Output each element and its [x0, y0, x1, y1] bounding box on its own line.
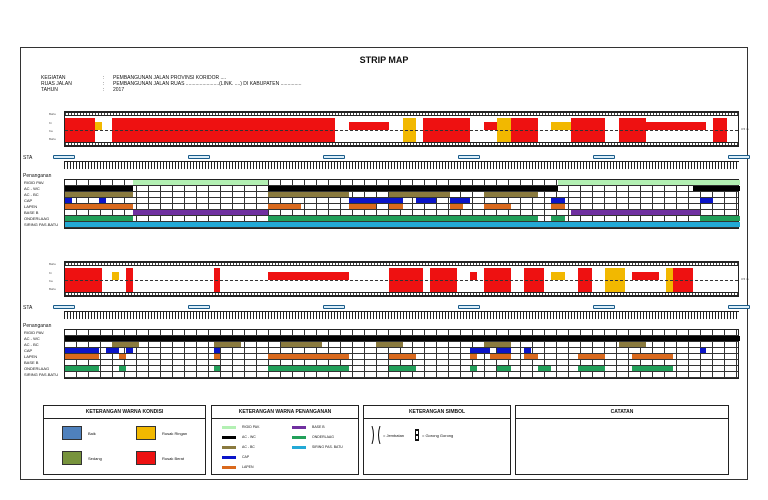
- penanganan-label: Penanganan: [23, 173, 52, 179]
- treatment-segment: [268, 216, 538, 221]
- swatch-sedang: [62, 451, 82, 465]
- legend-catatan-title: CATATAN: [516, 406, 728, 419]
- treatment-segment: [349, 204, 376, 209]
- penanganan-row: [24, 372, 738, 378]
- panel-2-plan-strip: [64, 261, 739, 297]
- treatment-segment: [65, 222, 740, 227]
- treatment-segment: [551, 198, 565, 203]
- lane-label: Bahu: [49, 287, 57, 291]
- shoulder-hatch-top: [65, 112, 738, 116]
- penanganan-row-label: AC - WC: [24, 336, 40, 341]
- lane-label: Bahu: [49, 137, 57, 141]
- penanganan-swatch-label: RIGID PAV.: [242, 425, 260, 429]
- treatment-segment: [119, 354, 126, 359]
- penanganan-swatch: [292, 446, 306, 449]
- treatment-segment: [571, 210, 699, 215]
- treatment-segment: [268, 186, 558, 191]
- legend-simbol: [363, 405, 511, 475]
- treatment-segment: [268, 192, 349, 197]
- treatment-segment: [538, 366, 552, 371]
- damage-segment: [484, 122, 498, 130]
- treatment-segment: [214, 354, 221, 359]
- lane-label: Ka: [49, 279, 53, 283]
- treatment-segment: [484, 204, 511, 209]
- width-label: 3.5 m: [741, 127, 749, 131]
- treatment-segment: [450, 204, 464, 209]
- panel-1-plan-strip: [64, 111, 739, 147]
- treatment-segment: [119, 366, 126, 371]
- treatment-segment: [126, 348, 133, 353]
- treatment-segment: [416, 198, 436, 203]
- treatment-segment: [376, 342, 403, 347]
- penanganan-row-label: CAP: [24, 198, 33, 203]
- bridge-symbol-icon: [370, 426, 382, 444]
- penanganan-swatch-label: SIRING PAS. BATU: [312, 445, 343, 449]
- culvert-symbol-icon: [414, 429, 420, 441]
- treatment-segment: [700, 348, 707, 353]
- penanganan-swatch-label: ONDERLAAG: [312, 435, 334, 439]
- penanganan-row: [24, 222, 738, 228]
- width-label: 3.5 m: [741, 277, 749, 281]
- panel-2-penanganan-grid: [24, 329, 739, 379]
- penanganan-swatch-label: CAP: [242, 455, 250, 459]
- treatment-segment: [65, 354, 99, 359]
- road-centerline: [65, 280, 738, 281]
- treatment-segment: [106, 348, 120, 353]
- treatment-segment: [497, 366, 511, 371]
- treatment-segment: [268, 354, 349, 359]
- project-info: [41, 75, 301, 93]
- sta-marker: [323, 155, 345, 159]
- treatment-segment: [693, 186, 740, 191]
- legend-catatan: [515, 405, 729, 475]
- sta-marker: [593, 305, 615, 309]
- penanganan-row-label: BASE B: [24, 360, 39, 365]
- treatment-segment: [133, 180, 268, 185]
- treatment-segment: [65, 198, 72, 203]
- swatch-baik: [62, 426, 82, 440]
- lane-label: Ka: [49, 129, 53, 133]
- treatment-segment: [214, 366, 221, 371]
- penanganan-row-label: RIGID PAV.: [24, 330, 45, 335]
- shoulder-hatch-bottom: [65, 292, 738, 296]
- penanganan-row-label: AC - BC: [24, 192, 39, 197]
- treatment-segment: [470, 366, 477, 371]
- treatment-segment: [497, 348, 511, 353]
- strip-map-sheet: [20, 47, 748, 480]
- treatment-segment: [470, 354, 477, 359]
- shoulder-hatch-top: [65, 262, 738, 266]
- penanganan-row-label: SIRING PAS.BATU: [24, 222, 59, 227]
- info-row-kegiatan: KEGIATAN : PEMBANGUNAN JALAN PROVINSI KORIDOR ....: [41, 75, 227, 81]
- sta-marker: [728, 305, 750, 309]
- penanganan-row-label: CAP: [24, 348, 33, 353]
- legend-kondisi: [43, 405, 206, 475]
- sta-marker: [593, 155, 615, 159]
- sta-axis: [64, 311, 739, 319]
- legend-penanganan-title: KETERANGAN WARNA PENANGANAN: [212, 406, 358, 419]
- penanganan-label: Penanganan: [23, 323, 52, 329]
- page-title: STRIP MAP: [359, 55, 409, 65]
- treatment-segment: [619, 342, 646, 347]
- info-row-ruas: RUAS JALAN : PEMBANGUNAN JALAN RUAS ........................(LINK. ....) DI KABUPATEN ...............: [41, 81, 302, 87]
- damage-segment: [551, 272, 565, 280]
- treatment-segment: [389, 366, 416, 371]
- penanganan-swatch: [222, 426, 236, 429]
- penanganan-row-label: ONDERLAAG: [24, 366, 50, 371]
- lane-label: Bahu: [49, 262, 57, 266]
- legend-kondisi-title: KETERANGAN WARNA KONDISI: [44, 406, 205, 419]
- treatment-segment: [99, 198, 106, 203]
- treatment-segment: [484, 192, 538, 197]
- treatment-segment: [65, 216, 133, 221]
- road-centerline: [65, 130, 738, 131]
- sta-marker: [458, 155, 480, 159]
- lane-label: Bahu: [49, 112, 57, 116]
- treatment-segment: [268, 366, 349, 371]
- sta-label: STA: [23, 155, 33, 161]
- treatment-segment: [524, 348, 531, 353]
- treatment-segment: [700, 198, 714, 203]
- panel-1-penanganan-grid: [24, 179, 739, 229]
- treatment-segment: [133, 210, 268, 215]
- treatment-segment: [65, 204, 133, 209]
- treatment-segment: [281, 342, 322, 347]
- lane-label: Ki: [49, 121, 52, 125]
- penanganan-swatch: [292, 436, 306, 439]
- treatment-segment: [490, 354, 510, 359]
- shoulder-hatch-bottom: [65, 142, 738, 146]
- sta-marker: [728, 155, 750, 159]
- penanganan-swatch: [222, 436, 236, 439]
- treatment-segment: [214, 348, 221, 353]
- treatment-segment: [632, 354, 673, 359]
- label-baik: Baik: [88, 431, 96, 436]
- damage-segment: [470, 272, 477, 280]
- penanganan-row-label: RIGID PAV.: [24, 180, 45, 185]
- legend-penanganan: [211, 405, 359, 475]
- penanganan-swatch-label: AC - BC: [242, 445, 255, 449]
- treatment-segment: [551, 216, 565, 221]
- sta-axis: [64, 161, 739, 169]
- damage-segment: [112, 272, 119, 280]
- info-row-tahun: TAHUN : 2017: [41, 87, 125, 93]
- label-gorong: = Gorong Gorong: [422, 433, 454, 438]
- penanganan-row-label: AC - WC: [24, 186, 40, 191]
- penanganan-row-label: BASE B: [24, 210, 39, 215]
- treatment-segment: [558, 180, 740, 185]
- swatch-berat: [136, 451, 156, 465]
- treatment-segment: [65, 348, 99, 353]
- damage-segment: [349, 122, 390, 130]
- penanganan-row-label: SIRING PAS.BATU: [24, 372, 59, 377]
- penanganan-swatch: [292, 426, 306, 429]
- treatment-segment: [214, 342, 241, 347]
- lane-label: Ki: [49, 271, 52, 275]
- treatment-segment: [389, 192, 450, 197]
- label-sedang: Sedang: [88, 456, 102, 461]
- penanganan-swatch: [222, 466, 236, 469]
- sta-marker: [323, 305, 345, 309]
- treatment-segment: [65, 366, 99, 371]
- sta-marker: [188, 155, 210, 159]
- treatment-segment: [349, 198, 403, 203]
- treatment-segment: [700, 216, 741, 221]
- penanganan-swatch: [222, 456, 236, 459]
- penanganan-swatch-label: LAPEN: [242, 465, 254, 469]
- penanganan-swatch: [222, 446, 236, 449]
- sta-marker: [188, 305, 210, 309]
- label-berat: Rusak Berat: [162, 456, 185, 461]
- sta-marker: [53, 155, 75, 159]
- label-ringan: Rusak Ringan: [162, 431, 188, 436]
- sta-marker: [53, 305, 75, 309]
- treatment-segment: [450, 198, 470, 203]
- damage-segment: [632, 272, 659, 280]
- treatment-segment: [484, 342, 511, 347]
- penanganan-swatch-label: AC - WC: [242, 435, 256, 439]
- sta-marker: [458, 305, 480, 309]
- treatment-segment: [268, 204, 302, 209]
- treatment-segment: [470, 348, 490, 353]
- treatment-segment: [112, 342, 139, 347]
- damage-segment: [268, 272, 349, 280]
- damage-segment: [551, 122, 571, 130]
- treatment-segment: [65, 186, 133, 191]
- sta-label: STA: [23, 305, 33, 311]
- penanganan-row-label: LAPEN: [24, 354, 38, 359]
- treatment-segment: [389, 354, 416, 359]
- swatch-ringan: [136, 426, 156, 440]
- treatment-segment: [65, 336, 740, 341]
- penanganan-swatch-label: BASE B: [312, 425, 325, 429]
- damage-segment: [646, 122, 707, 130]
- treatment-segment: [65, 192, 133, 197]
- legend-simbol-title: KETERANGAN SIMBOL: [364, 406, 510, 419]
- treatment-segment: [632, 366, 673, 371]
- treatment-segment: [524, 354, 538, 359]
- penanganan-row-label: ONDERLAAG: [24, 216, 50, 221]
- penanganan-row-label: LAPEN: [24, 204, 38, 209]
- treatment-segment: [389, 204, 403, 209]
- label-jembatan: = Jembatan: [383, 433, 405, 438]
- damage-segment: [95, 122, 102, 130]
- penanganan-row-label: AC - BC: [24, 342, 39, 347]
- treatment-segment: [551, 204, 565, 209]
- treatment-segment: [578, 354, 605, 359]
- treatment-segment: [578, 366, 605, 371]
